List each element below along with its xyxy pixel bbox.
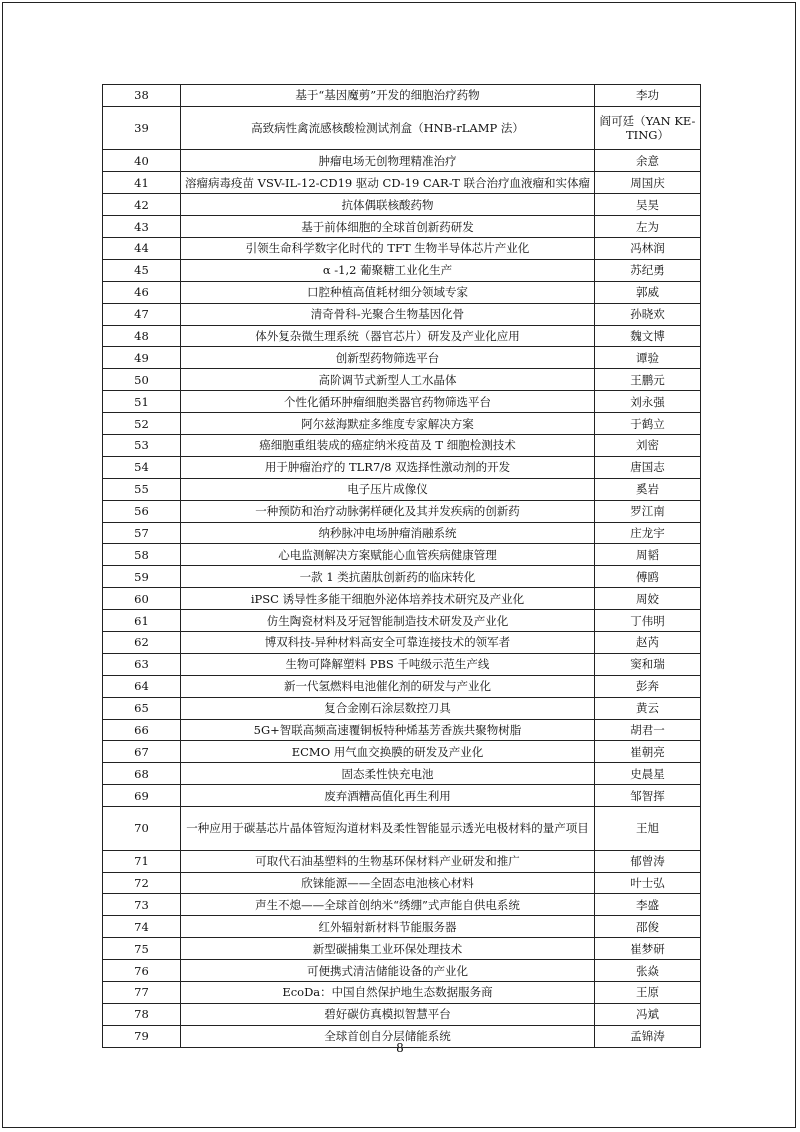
project-name: 生物可降解塑料 PBS 千吨级示范生产线	[181, 653, 595, 675]
project-name: 阿尔兹海默症多维度专家解决方案	[181, 413, 595, 435]
table-row	[103, 391, 701, 413]
project-name: 引领生命科学数字化时代的 TFT 生物半导体芯片产业化	[181, 237, 595, 259]
project-name: 清奇骨科-光聚合生物基因化骨	[181, 303, 595, 325]
project-name: α -1,2 葡聚糖工业化生产	[181, 259, 595, 281]
project-leader: 窦和瑞	[595, 653, 701, 675]
table-row	[103, 938, 701, 960]
project-name: 欣铼能源——全固态电池核心材料	[181, 872, 595, 894]
project-name: 个性化循环肿瘤细胞类器官药物筛选平台	[181, 391, 595, 413]
project-name: 溶瘤病毒疫苗 VSV-IL-12-CD19 驱动 CD-19 CAR-T 联合治疗血液瘤和实体瘤	[181, 172, 595, 194]
project-leader: 崔朝亮	[595, 741, 701, 763]
project-name: 新一代氢燃料电池催化剂的研发与产业化	[181, 675, 595, 697]
row-number: 79	[103, 1025, 181, 1047]
row-number: 46	[103, 281, 181, 303]
row-number: 40	[103, 150, 181, 172]
row-number: 63	[103, 653, 181, 675]
project-leader: 叶士弘	[595, 872, 701, 894]
project-name: 心电监测解决方案赋能心血管疾病健康管理	[181, 544, 595, 566]
project-leader: 赵芮	[595, 631, 701, 653]
project-leader: 丁伟明	[595, 610, 701, 632]
row-number: 57	[103, 522, 181, 544]
project-name: 一种应用于碳基芯片晶体管短沟道材料及柔性智能显示透光电极材料的量产项目	[181, 807, 595, 851]
row-number: 49	[103, 347, 181, 369]
row-number: 56	[103, 500, 181, 522]
table-row	[103, 741, 701, 763]
project-leader: 孟锦涛	[595, 1025, 701, 1047]
row-number: 53	[103, 434, 181, 456]
table-row	[103, 807, 701, 851]
project-name: iPSC 诱导性多能干细胞外泌体培养技术研究及产业化	[181, 588, 595, 610]
project-name: 红外辐射新材料节能服务器	[181, 916, 595, 938]
table-row	[103, 850, 701, 872]
project-leader: 吴昊	[595, 194, 701, 216]
row-number: 42	[103, 194, 181, 216]
project-leader: 王旭	[595, 807, 701, 851]
project-leader: 孙晓欢	[595, 303, 701, 325]
table-row	[103, 413, 701, 435]
table-row	[103, 588, 701, 610]
project-name: 一款 1 类抗菌肽创新药的临床转化	[181, 566, 595, 588]
project-leader: 冯斌	[595, 1003, 701, 1025]
page-number: 8	[396, 1041, 404, 1055]
project-name: 口腔种植高值耗材细分领域专家	[181, 281, 595, 303]
project-leader: 崔梦研	[595, 938, 701, 960]
table-row	[103, 478, 701, 500]
row-number: 59	[103, 566, 181, 588]
project-name: 基于前体细胞的全球首创新药研发	[181, 216, 595, 238]
project-leader: 左为	[595, 216, 701, 238]
row-number: 72	[103, 872, 181, 894]
project-name: 电子压片成像仪	[181, 478, 595, 500]
table-row	[103, 785, 701, 807]
table-row	[103, 85, 701, 107]
table-row	[103, 610, 701, 632]
project-name: 5G+智联高频高速覆铜板特种烯基芳香族共聚物树脂	[181, 719, 595, 741]
project-leader: 阎可廷（YAN KE-TING）	[595, 106, 701, 150]
project-name: 固态柔性快充电池	[181, 763, 595, 785]
table-row	[103, 522, 701, 544]
table-row	[103, 456, 701, 478]
project-leader: 李功	[595, 85, 701, 107]
project-name: 一种预防和治疗动脉粥样硬化及其并发疾病的创新药	[181, 500, 595, 522]
row-number: 76	[103, 960, 181, 982]
project-name: 体外复杂微生理系统（器官芯片）研发及产业化应用	[181, 325, 595, 347]
project-name: 创新型药物筛选平台	[181, 347, 595, 369]
row-number: 75	[103, 938, 181, 960]
row-number: 52	[103, 413, 181, 435]
row-number: 44	[103, 237, 181, 259]
table-row	[103, 106, 701, 150]
project-leader: 谭验	[595, 347, 701, 369]
project-name: 癌细胞重组装成的癌症纳米疫苗及 T 细胞检测技术	[181, 434, 595, 456]
row-number: 58	[103, 544, 181, 566]
row-number: 54	[103, 456, 181, 478]
row-number: 69	[103, 785, 181, 807]
project-leader: 于鹤立	[595, 413, 701, 435]
table-row	[103, 697, 701, 719]
table-row	[103, 369, 701, 391]
row-number: 64	[103, 675, 181, 697]
project-leader: 周韬	[595, 544, 701, 566]
row-number: 51	[103, 391, 181, 413]
table-row	[103, 259, 701, 281]
row-number: 55	[103, 478, 181, 500]
project-leader: 邵俊	[595, 916, 701, 938]
table-row	[103, 763, 701, 785]
project-name: 碧好碳仿真模拟智慧平台	[181, 1003, 595, 1025]
project-name: 肿瘤电场无创物理精准治疗	[181, 150, 595, 172]
project-leader: 冯林润	[595, 237, 701, 259]
table-row	[103, 631, 701, 653]
row-number: 61	[103, 610, 181, 632]
table-row	[103, 150, 701, 172]
row-number: 38	[103, 85, 181, 107]
row-number: 62	[103, 631, 181, 653]
table-row	[103, 216, 701, 238]
project-name: EcoDa：中国自然保护地生态数据服务商	[181, 981, 595, 1003]
project-name: 可取代石油基塑料的生物基环保材料产业研发和推广	[181, 850, 595, 872]
table-row	[103, 237, 701, 259]
project-leader: 周姣	[595, 588, 701, 610]
project-leader: 奚岩	[595, 478, 701, 500]
table-row	[103, 960, 701, 982]
table-row	[103, 281, 701, 303]
table-row	[103, 916, 701, 938]
project-name: 新型碳捕集工业环保处理技术	[181, 938, 595, 960]
table-row	[103, 894, 701, 916]
table-row	[103, 500, 701, 522]
table-row	[103, 1003, 701, 1025]
project-name: 用于肿瘤治疗的 TLR7/8 双选择性激动剂的开发	[181, 456, 595, 478]
table-row	[103, 303, 701, 325]
table-row	[103, 719, 701, 741]
table-row	[103, 544, 701, 566]
row-number: 74	[103, 916, 181, 938]
row-number: 67	[103, 741, 181, 763]
project-leader: 庄龙宇	[595, 522, 701, 544]
row-number: 66	[103, 719, 181, 741]
row-number: 71	[103, 850, 181, 872]
row-number: 68	[103, 763, 181, 785]
table-row	[103, 675, 701, 697]
project-table-body	[103, 85, 701, 1048]
row-number: 77	[103, 981, 181, 1003]
table-row	[103, 434, 701, 456]
row-number: 73	[103, 894, 181, 916]
row-number: 65	[103, 697, 181, 719]
project-leader: 王原	[595, 981, 701, 1003]
table-row	[103, 172, 701, 194]
project-leader: 刘密	[595, 434, 701, 456]
row-number: 48	[103, 325, 181, 347]
project-name: 高致病性禽流感核酸检测试剂盒（HNB-rLAMP 法）	[181, 106, 595, 150]
project-leader: 王鹏元	[595, 369, 701, 391]
project-leader: 邹智挥	[595, 785, 701, 807]
row-number: 50	[103, 369, 181, 391]
project-name: 复合金刚石涂层数控刀具	[181, 697, 595, 719]
project-name: 声生不熄——全球首创纳米“绣绷”式声能自供电系统	[181, 894, 595, 916]
project-name: ECMO 用气血交换膜的研发及产业化	[181, 741, 595, 763]
project-leader: 刘永强	[595, 391, 701, 413]
table-row	[103, 566, 701, 588]
project-leader: 郭威	[595, 281, 701, 303]
project-leader: 黄云	[595, 697, 701, 719]
project-leader: 罗江南	[595, 500, 701, 522]
project-name: 全球首创自分层储能系统	[181, 1025, 595, 1047]
project-leader: 余意	[595, 150, 701, 172]
row-number: 45	[103, 259, 181, 281]
table-row	[103, 347, 701, 369]
row-number: 39	[103, 106, 181, 150]
project-table	[102, 84, 701, 1048]
project-name: 纳秒脉冲电场肿瘤消融系统	[181, 522, 595, 544]
project-leader: 郁曾涛	[595, 850, 701, 872]
project-name: 废弃酒糟高值化再生利用	[181, 785, 595, 807]
project-name: 抗体偶联核酸药物	[181, 194, 595, 216]
row-number: 78	[103, 1003, 181, 1025]
table-row	[103, 872, 701, 894]
project-leader: 史晨星	[595, 763, 701, 785]
row-number: 41	[103, 172, 181, 194]
project-name: 基于“基因魔剪”开发的细胞治疗药物	[181, 85, 595, 107]
project-leader: 苏纪勇	[595, 259, 701, 281]
row-number: 43	[103, 216, 181, 238]
project-name: 可便携式清洁储能设备的产业化	[181, 960, 595, 982]
row-number: 70	[103, 807, 181, 851]
project-name: 高阶调节式新型人工水晶体	[181, 369, 595, 391]
project-leader: 李盛	[595, 894, 701, 916]
project-leader: 周国庆	[595, 172, 701, 194]
project-leader: 傅鸥	[595, 566, 701, 588]
table-row	[103, 325, 701, 347]
table-row	[103, 653, 701, 675]
project-name: 仿生陶瓷材料及牙冠智能制造技术研发及产业化	[181, 610, 595, 632]
project-leader: 彭奔	[595, 675, 701, 697]
project-leader: 魏文博	[595, 325, 701, 347]
project-leader: 胡君一	[595, 719, 701, 741]
row-number: 47	[103, 303, 181, 325]
table-row	[103, 981, 701, 1003]
project-name: 博双科技-异种材料高安全可靠连接技术的领军者	[181, 631, 595, 653]
project-leader: 唐国志	[595, 456, 701, 478]
project-leader: 张焱	[595, 960, 701, 982]
table-row	[103, 194, 701, 216]
row-number: 60	[103, 588, 181, 610]
